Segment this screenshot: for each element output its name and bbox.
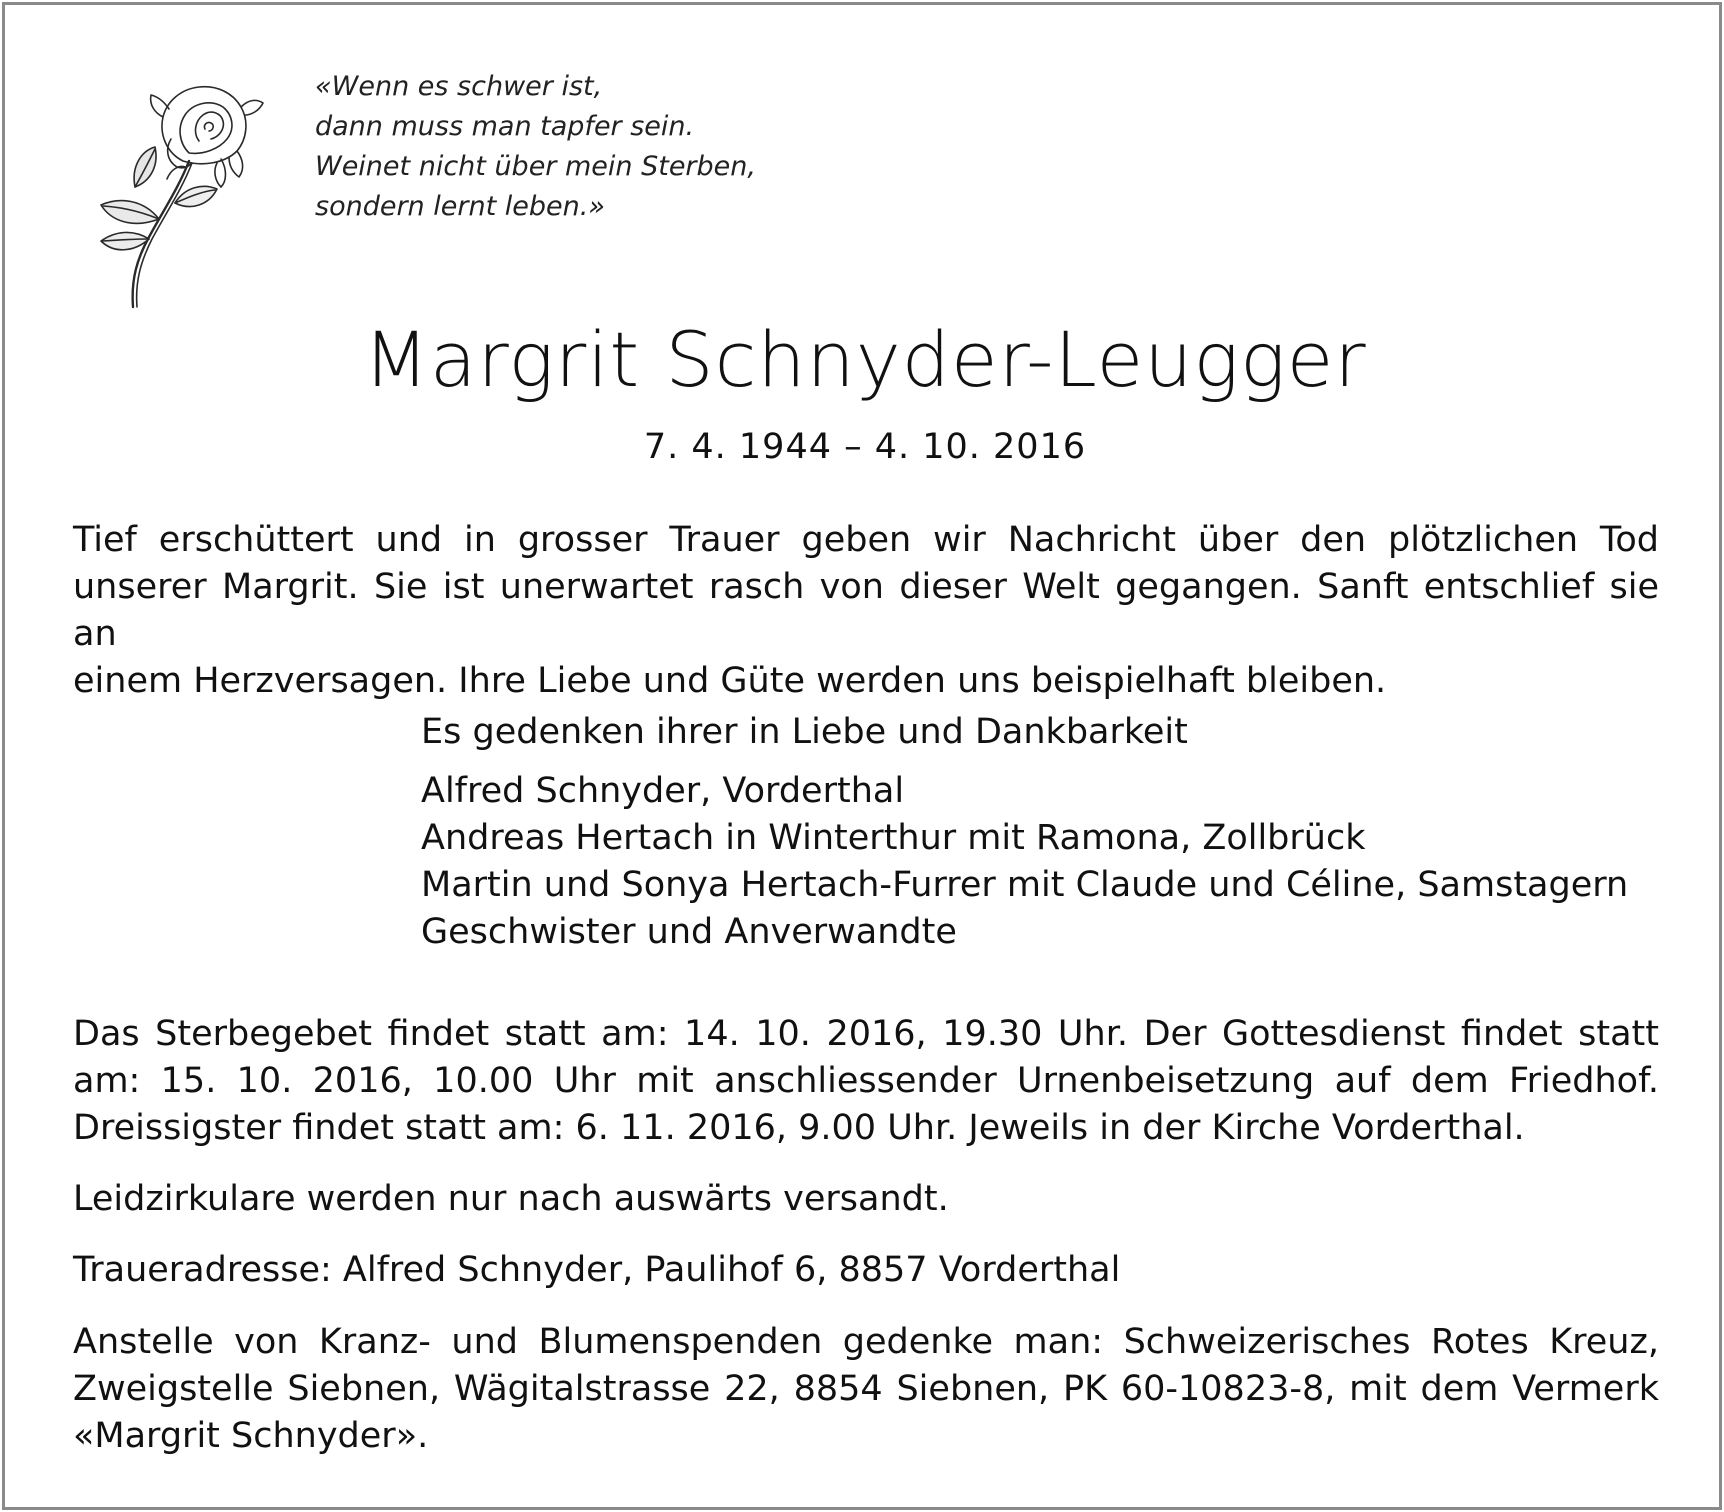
rose-illustration [71, 69, 271, 309]
donations-line: «Margrit Schnyder». [73, 1416, 429, 1456]
announcement-line: einem Herzversagen. Ihre Liebe und Güte werden uns beispielhaft bleiben. [73, 661, 1387, 701]
mourner-name: Alfred Schnyder, Vorderthal [421, 771, 905, 811]
donations-paragraph [73, 1319, 1659, 1460]
donations-line: Zweigstelle Siebnen, Wägitalstrasse 22, 8854 Siebnen, PK 60-10823-8, mit dem Vermerk [73, 1369, 1659, 1409]
mourning-address: Traueradresse: Alfred Schnyder, Paulihof 6, 8857 Vorderthal [73, 1250, 1121, 1290]
mourners-list [421, 709, 1628, 956]
donations-line: Anstelle von Kranz- und Blumenspenden gedenke man: Schweizerisches Rotes Kreuz, [73, 1322, 1659, 1362]
mourner-name: Martin und Sonya Hertach-Furrer mit Claude und Céline, Samstagern [421, 865, 1629, 905]
quote-line: «Wenn es schwer ist, [315, 71, 603, 102]
epitaph-quote [315, 67, 756, 227]
services-paragraph [73, 1011, 1659, 1152]
services-line: am: 15. 10. 2016, 10.00 Uhr mit anschliessender Urnenbeisetzung auf dem Friedhof. [73, 1061, 1659, 1101]
mourner-name: Andreas Hertach in Winterthur mit Ramona, Zollbrück [421, 818, 1366, 858]
quote-line: Weinet nicht über mein Sterben, [315, 151, 756, 182]
services-line: Dreissigster findet statt am: 6. 11. 2016, 9.00 Uhr. Jeweils in der Kirche Vorderthal. [73, 1108, 1525, 1148]
mourner-name: Geschwister und Anverwandte [421, 912, 957, 952]
quote-line: dann muss man tapfer sein. [315, 111, 695, 142]
deceased-name: Margrit Schnyder-Leugger [363, 315, 1367, 404]
mourners-intro: Es gedenken ihrer in Liebe und Dankbarkeit [421, 712, 1188, 752]
announcement-line: unserer Margrit. Sie ist unerwartet rasch von dieser Welt gegangen. Sanft entschlief sie an [73, 567, 1659, 654]
services-line: Das Sterbegebet findet statt am: 14. 10. 2016, 19.30 Uhr. Der Gottesdienst findet statt [73, 1014, 1659, 1054]
quote-line: sondern lernt leben.» [315, 191, 605, 222]
life-dates: 7. 4. 1944 – 4. 10. 2016 [643, 427, 1087, 467]
circulars-note: Leidzirkulare werden nur nach auswärts versandt. [73, 1179, 949, 1219]
obituary-frame [2, 2, 1722, 1510]
announcement-paragraph [73, 517, 1659, 705]
announcement-line: Tief erschüttert und in grosser Trauer geben wir Nachricht über den plötzlichen Tod [73, 520, 1659, 560]
